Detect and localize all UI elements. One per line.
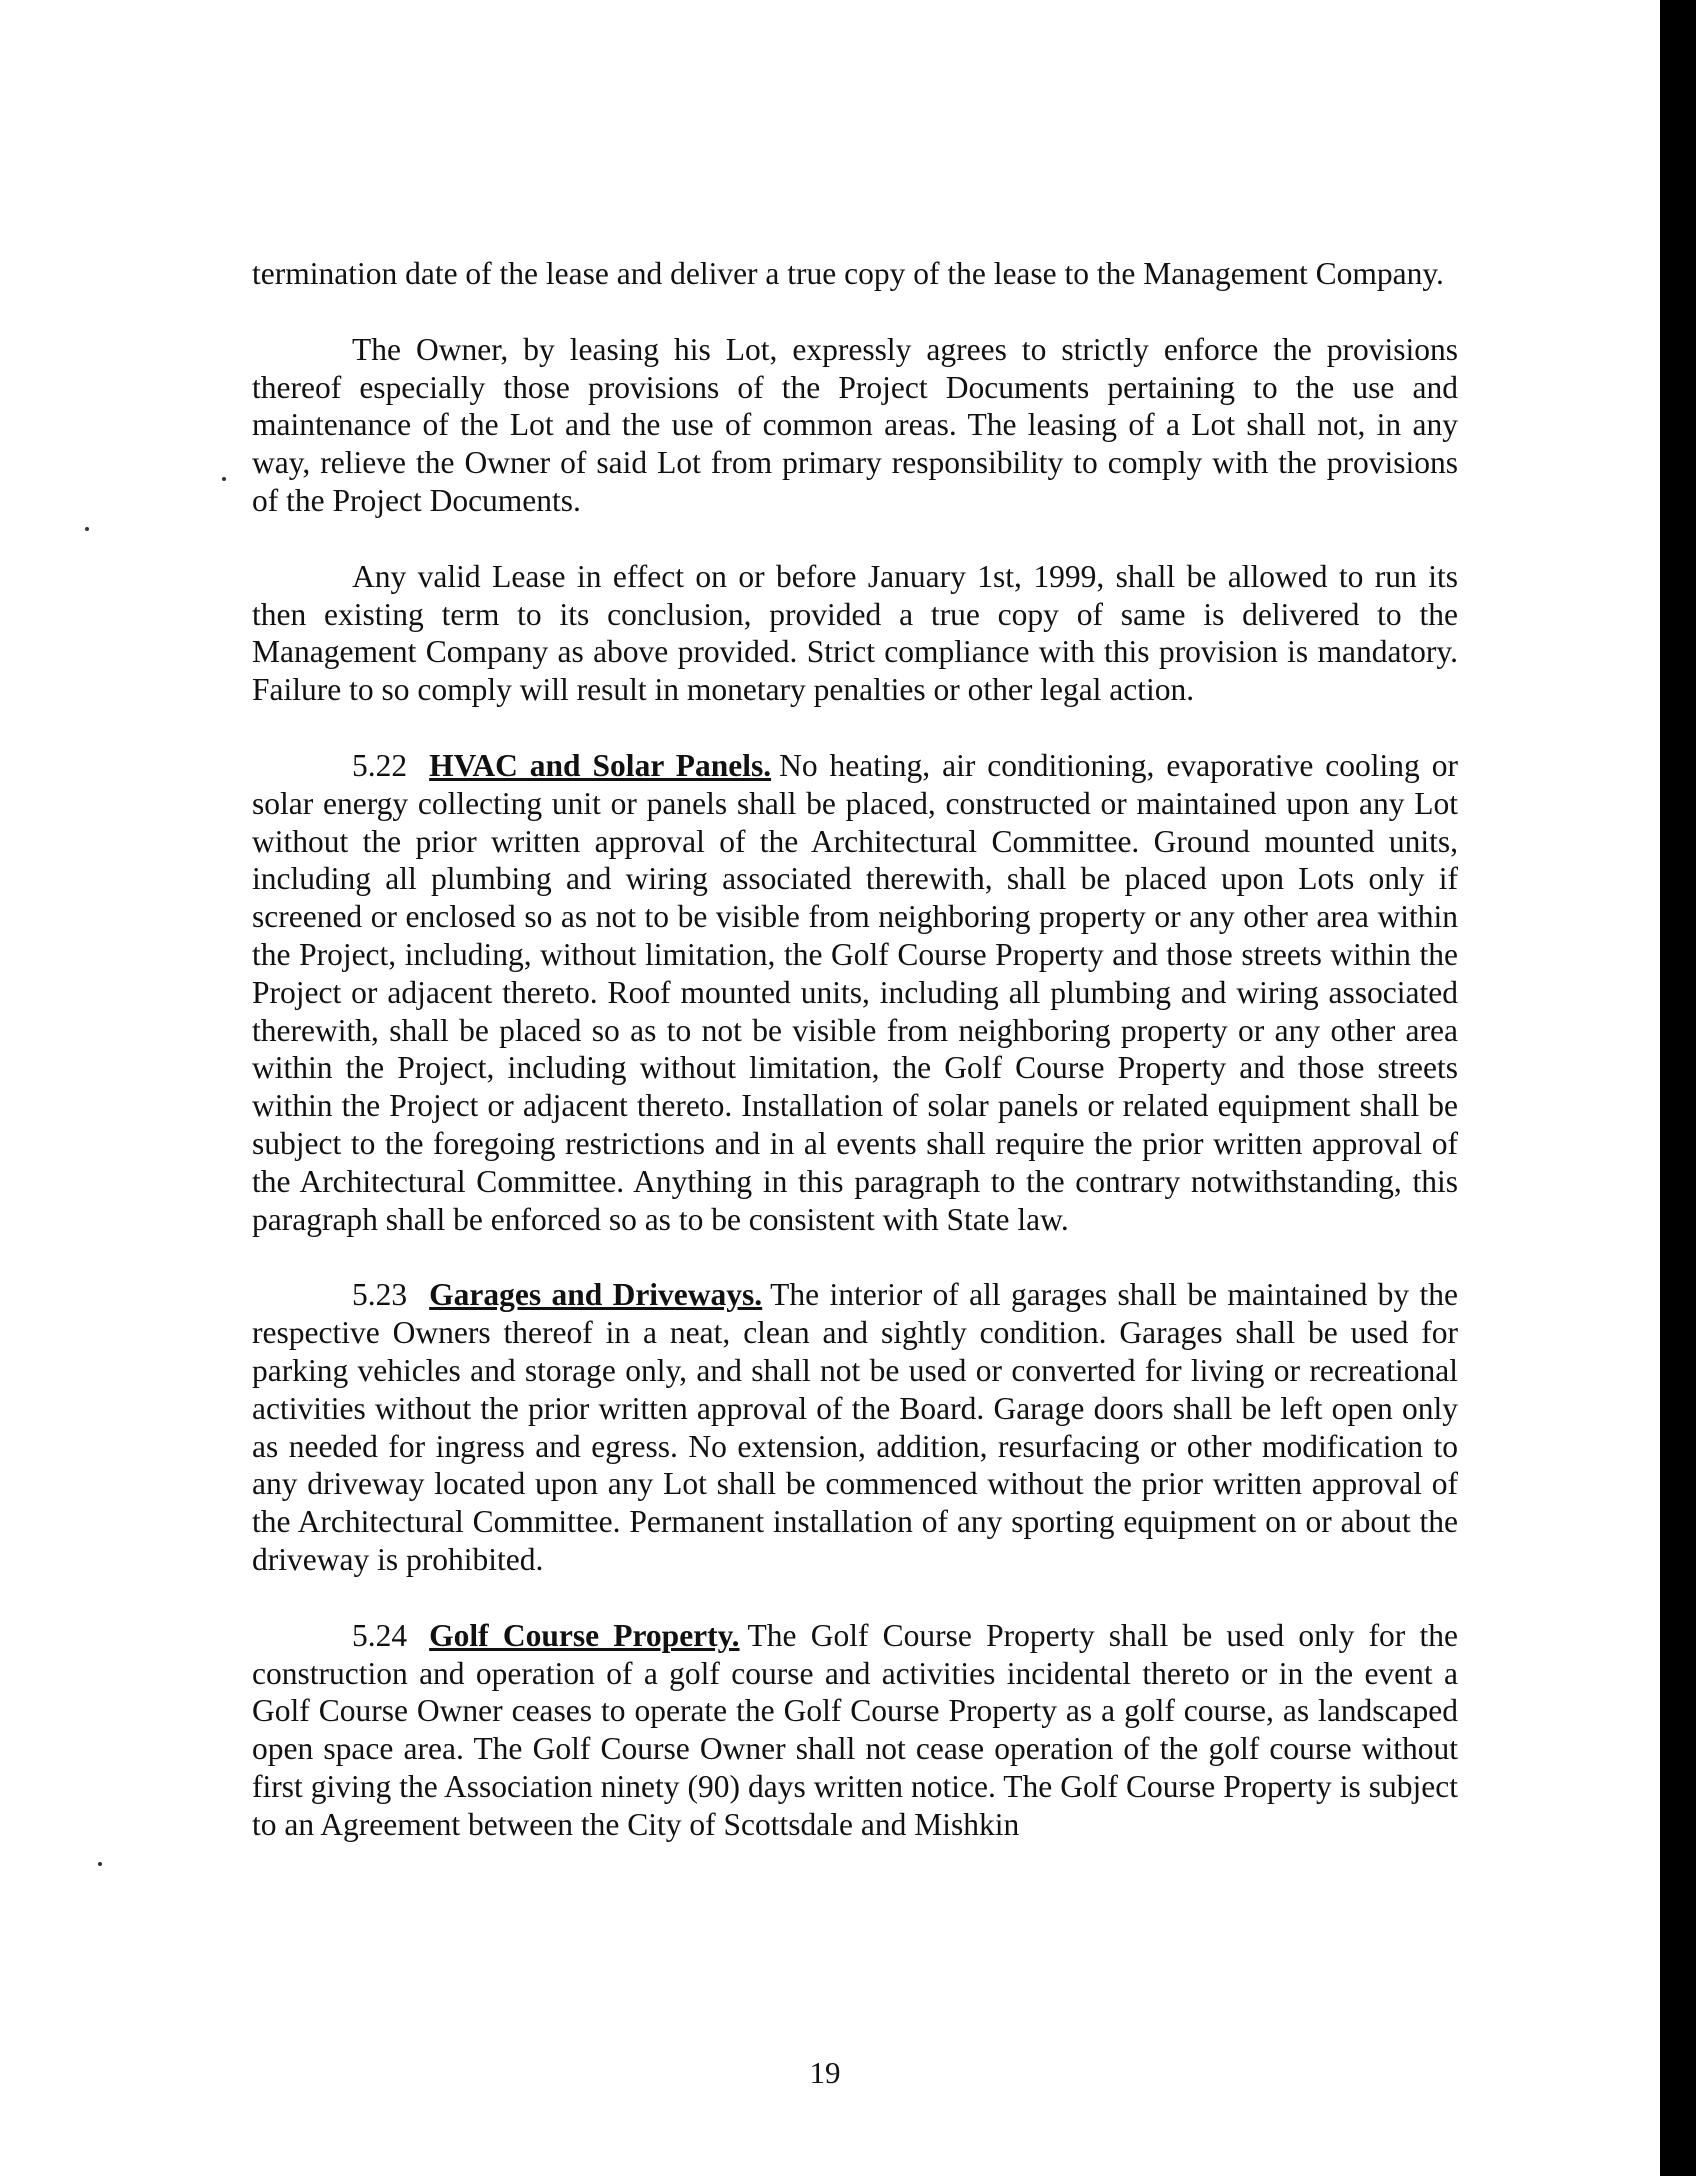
section-number: 5.22 xyxy=(352,747,408,783)
section-body: The Golf Course Property shall be used only for the construction and operation of a golf course and activities incidental thereto or in the event a Golf Course Owner ceases to operate the Golf Course Property as a golf course, as landscaped open space area. The Golf Course Owner shall not cease operation of the golf course without first giving the Association ninety (90) days written notice. The Golf Course Property is subject to an Agreement between the City of Scottsdale and Mishkin xyxy=(252,1617,1458,1842)
scan-speck xyxy=(98,1862,102,1866)
section-5-23 xyxy=(252,1276,1458,1578)
section-number: 5.23 xyxy=(352,1277,408,1313)
paragraph-valid-lease: Any valid Lease in effect on or before January 1st, 1999, shall be allowed to run its then existing term to its conclusion, provided a true copy of same is delivered to the Management Company as above provided. Strict compliance with this provision is mandatory. Failure to so comply will result in monetary penalties or other legal action. xyxy=(252,558,1458,708)
page-number: 19 xyxy=(809,2055,841,2090)
scan-speck xyxy=(222,477,226,481)
paragraph-owner-leasing: The Owner, by leasing his Lot, expressly agrees to strictly enforce the provisions thereof especially those provisions of the Project Documents pertaining to the use and maintenance of the Lot and the use of common areas. The leasing of a Lot shall not, in any way, relieve the Owner of said Lot from primary responsibility to comply with the provisions of the Project Documents. xyxy=(252,331,1458,518)
section-title: HVAC and Solar Panels. xyxy=(429,747,772,783)
document-body xyxy=(252,255,1458,1881)
section-body: The interior of all garages shall be maintained by the respective Owners thereof in a neat, clean and sightly condition. Garages shall be used for parking vehicles and storage only, and shall not be used or converted for living or recreational activities without the prior written approval of the Board. Garage doors shall be left open only as needed for ingress and egress. No extension, addition, resurfacing or other modification to any driveway located upon any Lot shall be commenced without the prior written approval of the Architectural Committee. Permanent installation of any sporting equipment on or about the driveway is prohibited. xyxy=(252,1277,1459,1577)
section-5-22 xyxy=(252,747,1458,1238)
section-5-24 xyxy=(252,1617,1458,1844)
section-title: Garages and Driveways. xyxy=(429,1277,763,1313)
paragraph-lease-termination: termination date of the lease and deliver a true copy of the lease to the Management Company. xyxy=(252,256,1444,291)
scan-edge-border xyxy=(1660,0,1696,2176)
scan-speck xyxy=(85,527,89,531)
section-body: No heating, air conditioning, evaporative cooling or solar energy collecting unit or panels shall be placed, constructed or maintained upon any Lot without the prior written approval of the Architectural Committee. Ground mounted units, including all plumbing and wiring associated therewith, shall be placed upon Lots only if screened or enclosed so as not to be visible from neighboring property or any other area within the Project, including, without limitation, the Golf Course Property and those streets within the Project or adjacent thereto. Roof mounted units, including all plumbing and wiring associated therewith, shall be placed so as to not be visible from neighboring property or any other area within the Project, including without limitation, the Golf Course Property and those streets within the Project or adjacent thereto. Installation of solar panels or related equipment shall be subject to the foregoing restrictions and in al events shall require the prior written approval of the Architectural Committee. Anything in this paragraph to the contrary notwithstanding, this paragraph shall be enforced so as to be consistent with State law. xyxy=(252,747,1458,1237)
section-number: 5.24 xyxy=(352,1617,408,1653)
section-title: Golf Course Property. xyxy=(429,1617,740,1653)
